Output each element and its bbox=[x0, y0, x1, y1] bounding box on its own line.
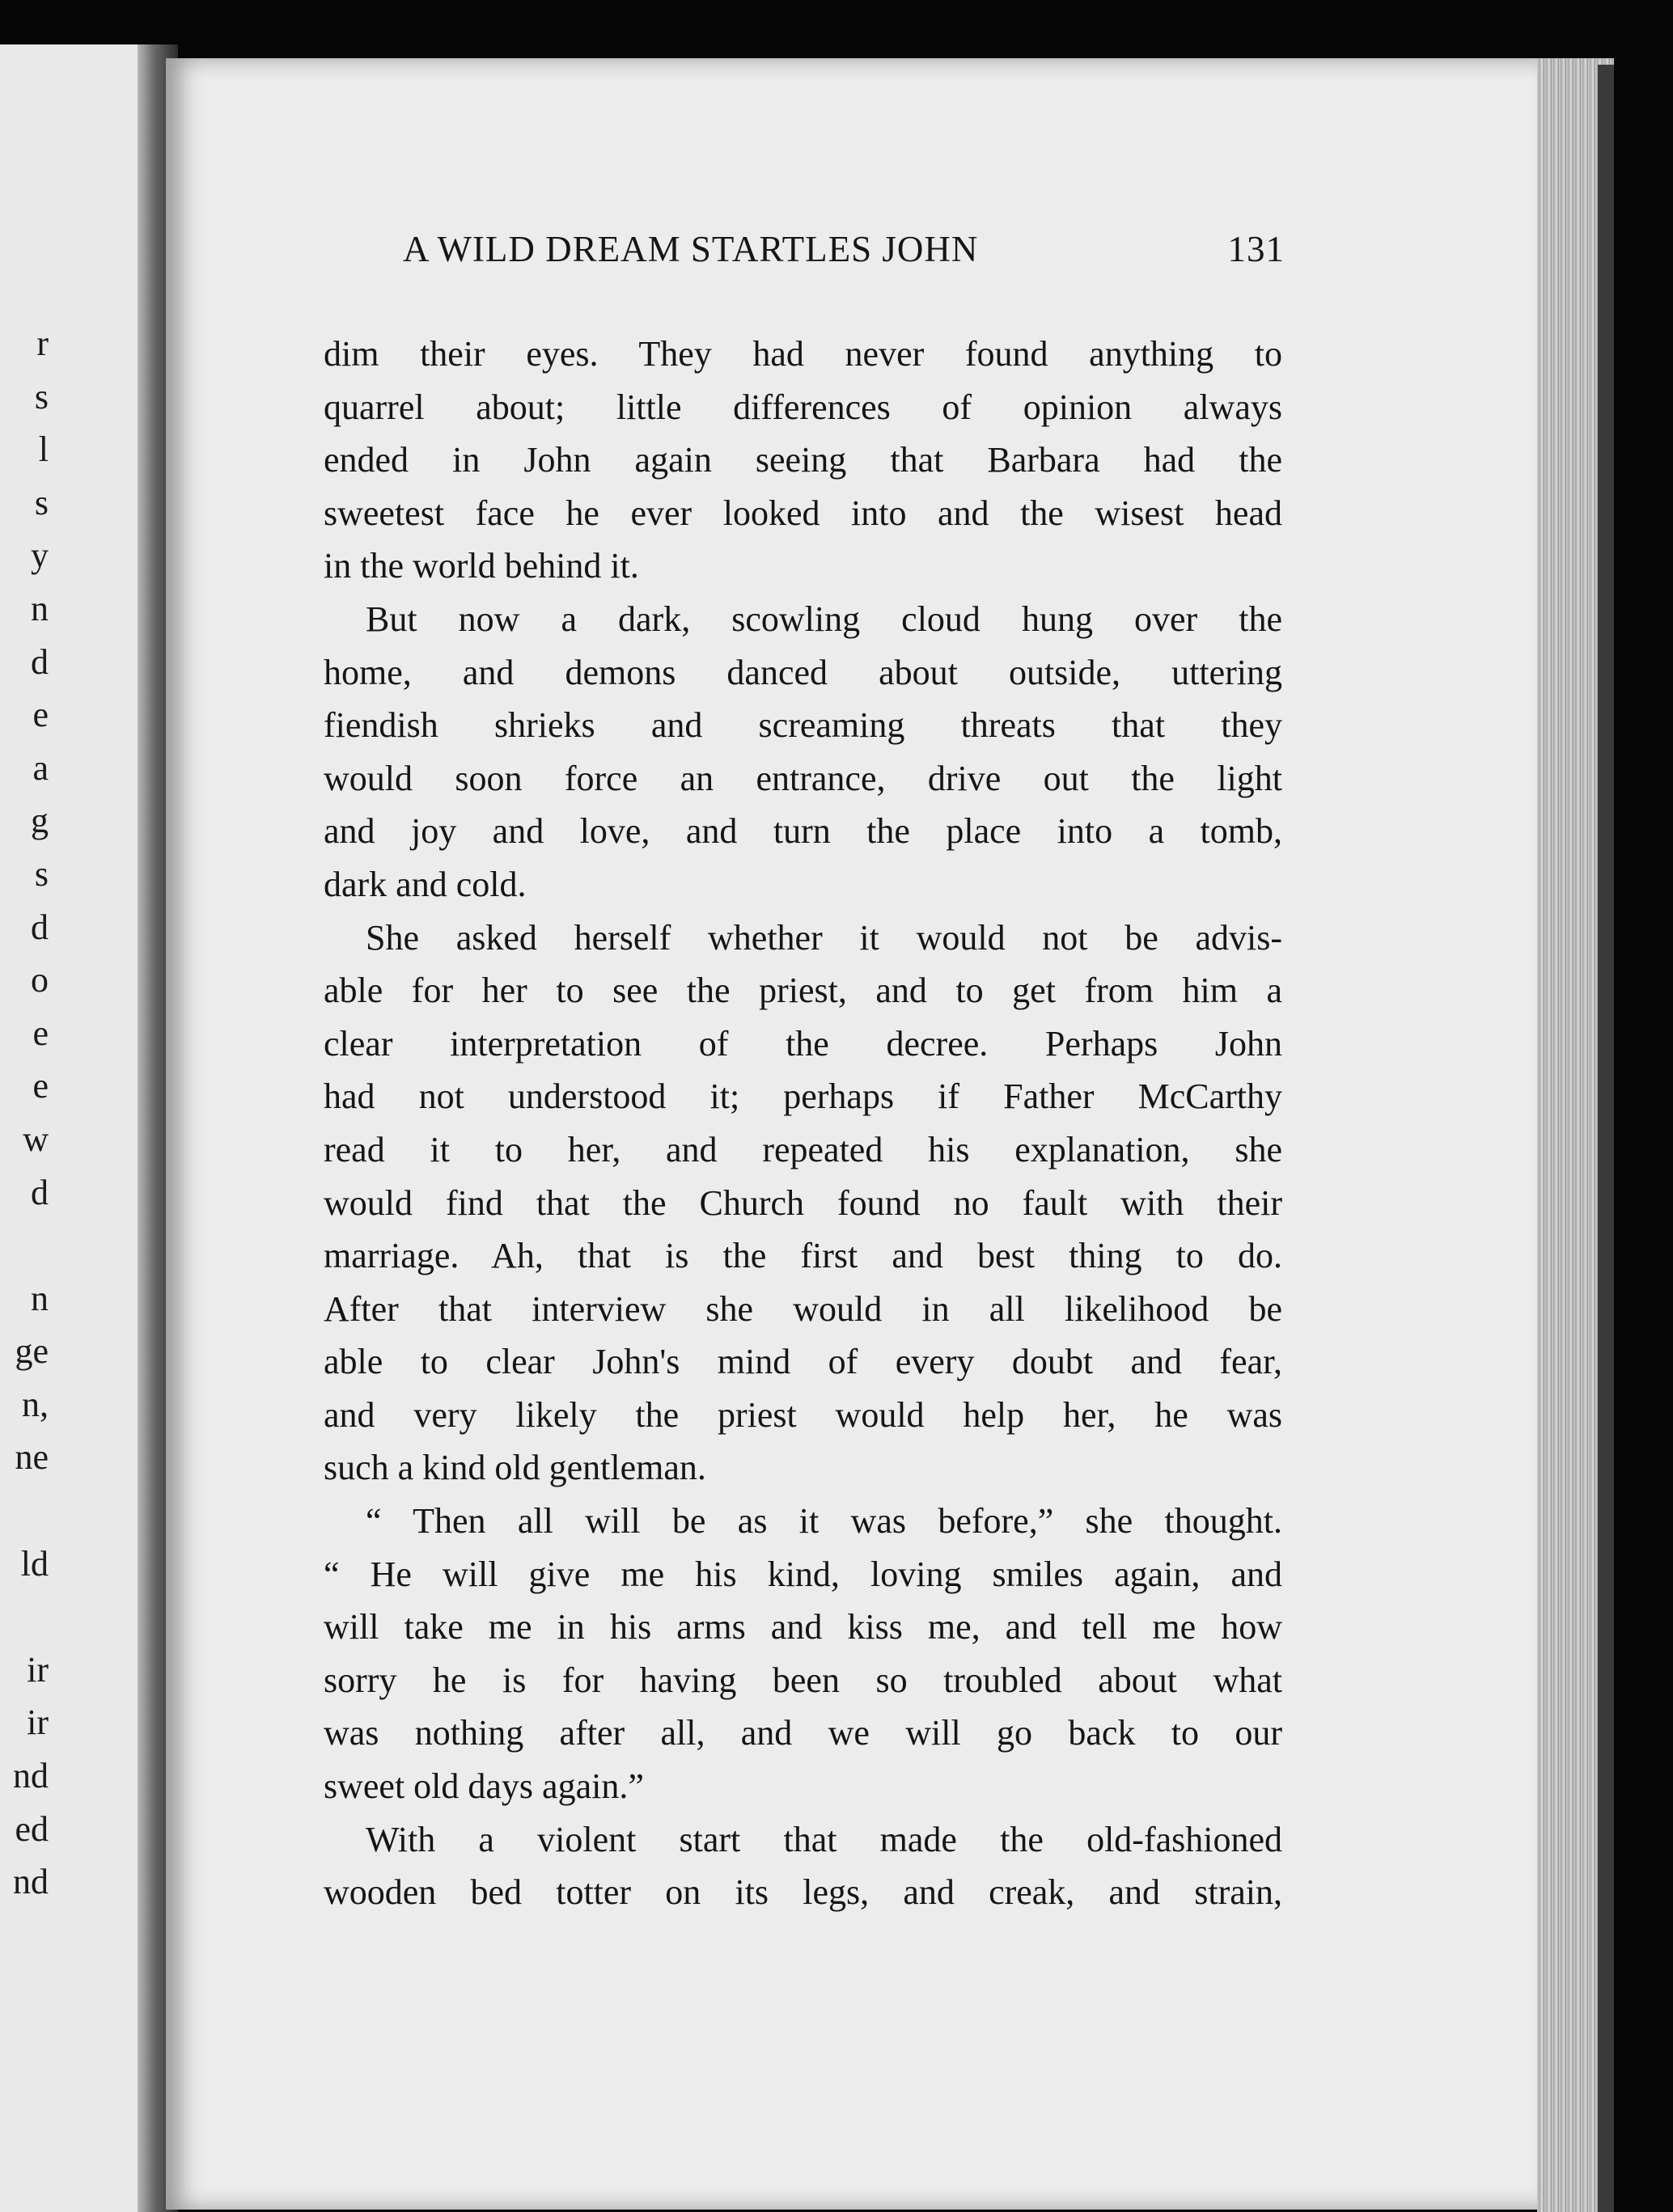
text-line: sweet old days again.” bbox=[324, 1766, 644, 1807]
fragment: o bbox=[31, 960, 49, 1000]
text-line: sweetest face he ever looked into and the wisest head bbox=[324, 493, 1282, 533]
text-line: in the world behind it. bbox=[324, 546, 639, 586]
fragment: s bbox=[34, 853, 49, 894]
fragment: d bbox=[31, 1172, 49, 1212]
fragment: e bbox=[32, 695, 49, 735]
fragment: d bbox=[31, 907, 49, 947]
text-line: wooden bed totter on its legs, and creak, and strain, bbox=[324, 1872, 1282, 1913]
fragment: ge bbox=[15, 1331, 49, 1372]
text-line: and joy and love, and turn the place into a tomb, bbox=[324, 811, 1282, 852]
fragment: w bbox=[23, 1119, 49, 1159]
running-head-title: A WILD DREAM STARTLES JOHN bbox=[403, 229, 979, 269]
text-line: would find that the Church found no fault with their bbox=[324, 1182, 1282, 1223]
fragment: n bbox=[31, 588, 49, 628]
fragment: ne bbox=[15, 1437, 49, 1478]
fragment: a bbox=[32, 747, 49, 788]
text-line: “ He will give me his kind, loving smiles again, and bbox=[324, 1554, 1282, 1594]
text-line: After that interview she would in all likelihood be bbox=[324, 1288, 1282, 1329]
text-line: clear interpretation of the decree. Perhaps John bbox=[324, 1023, 1282, 1064]
fragment bbox=[0, 1484, 49, 1537]
text-line: home, and demons danced about outside, uttering bbox=[324, 652, 1282, 692]
fragment: y bbox=[31, 535, 49, 576]
text-line: read it to her, and repeated his explanation, she bbox=[324, 1129, 1282, 1169]
text-line: marriage. Ah, that is the first and best thing to do. bbox=[324, 1236, 1282, 1276]
text-line: ended in John again seeing that Barbara had the bbox=[324, 440, 1282, 480]
running-header bbox=[403, 228, 1285, 270]
text-line: “ Then all will be as it was before,” she thought. bbox=[366, 1501, 1282, 1542]
fragment: ed bbox=[15, 1808, 49, 1849]
text-line: fiendish shrieks and screaming threats that they bbox=[324, 705, 1282, 746]
fragment: s bbox=[34, 376, 49, 417]
text-line: She asked herself whether it would not be advis- bbox=[366, 917, 1282, 958]
text-line: able for her to see the priest, and to get from him a bbox=[324, 971, 1282, 1011]
text-line: had not understood it; perhaps if Father McCarthy bbox=[324, 1076, 1282, 1117]
page-number: 131 bbox=[1227, 229, 1285, 269]
fragment: g bbox=[31, 801, 49, 841]
text-line: quarrel about; little differences of opinion always bbox=[324, 387, 1282, 427]
fragment: ir bbox=[27, 1649, 49, 1690]
fragment: nd bbox=[13, 1862, 49, 1902]
text-line: would soon force an entrance, drive out the light bbox=[324, 758, 1282, 798]
fragment: n bbox=[31, 1278, 49, 1318]
text-line: and very likely the priest would help her, he was bbox=[324, 1394, 1282, 1435]
fragment: e bbox=[32, 1066, 49, 1106]
fragment bbox=[0, 1590, 49, 1643]
text-line: With a violent start that made the old-fashioned bbox=[366, 1819, 1282, 1859]
text-line: sorry he is for having been so troubled about what bbox=[324, 1660, 1282, 1700]
text-line: able to clear John's mind of every doubt and fear, bbox=[324, 1342, 1282, 1382]
previous-page-line-endings bbox=[0, 317, 49, 1909]
fragment: ld bbox=[20, 1543, 49, 1584]
fragment: e bbox=[32, 1013, 49, 1053]
text-line: dim their eyes. They had never found anything to bbox=[324, 334, 1282, 374]
body-text bbox=[324, 328, 1282, 1919]
fragment: r bbox=[36, 324, 49, 363]
fragment bbox=[0, 1219, 49, 1272]
fragment: s bbox=[34, 482, 49, 522]
text-line: such a kind old gentleman. bbox=[324, 1448, 706, 1488]
fragment: ir bbox=[27, 1702, 49, 1743]
text-line: will take me in his arms and kiss me, and tell me how bbox=[324, 1607, 1282, 1647]
book-cover-edge bbox=[1598, 65, 1614, 2212]
fragment: l bbox=[38, 429, 49, 470]
text-line: dark and cold. bbox=[324, 864, 527, 904]
fragment: d bbox=[31, 641, 49, 682]
text-line: But now a dark, scowling cloud hung over the bbox=[366, 598, 1282, 639]
text-line: was nothing after all, and we will go back to our bbox=[324, 1713, 1282, 1753]
fragment: nd bbox=[13, 1756, 49, 1796]
fragment: n, bbox=[22, 1384, 49, 1424]
